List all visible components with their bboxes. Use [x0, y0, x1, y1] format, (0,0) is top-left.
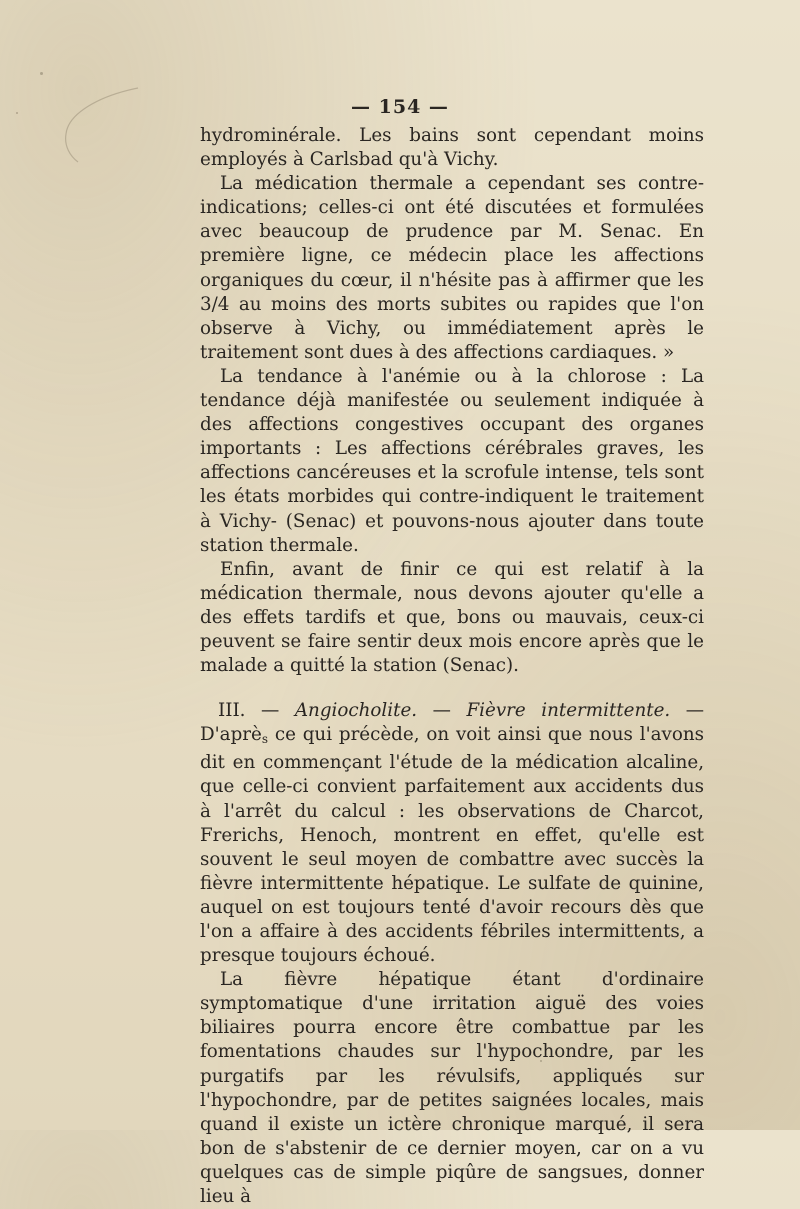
scan-speck [40, 72, 43, 75]
paragraph-1: hydrominérale. Les bains sont cependant moins employés à Carlsbad qu'à Vichy. [200, 125, 704, 171]
section-numeral: III. [218, 700, 246, 722]
paragraph-3: La tendance à l'anémie ou à la chlorose : La tendance déjà manifestée ou seulement indiquée à des affections congestives occupant des organes importants : Les affections cérébrales graves, les affections cancéreuses et la scrofule intense, tels sont les états morbides qui contre-indiquent le traitement à Vichy- (Senac) et pouvons-nous ajouter dans toute station thermale. [200, 365, 704, 556]
section-title-angiocholite: Angiocholite. [294, 700, 418, 722]
page-number: — 154 — [351, 96, 449, 118]
paragraph-2: La médication thermale a cependant ses contre-indications; celles-ci ont été discutées et formulées avec beaucoup de prudence par M. Senac. En première ligne, ce médecin place les affections organiques du cœur, il n'hésite pas à affirmer que les 3/4 au moins des morts subites ou rapides que l'on observe à Vichy, ou immédiatement après le traitement sont dues à des affections cardiaques. » [200, 173, 704, 363]
paragraph-4: Enfin, avant de finir ce qui est relatif à la médication thermale, nous devons ajouter qu'elle a des effets tardifs et que, bons ou mauvais, ceux-ci peuvent se faire sentir deux mois encore après que le malade a quitté la station (Senac). [200, 558, 704, 677]
section-text: ce qui précède, on voit ainsi que nous l'avons dit en commençant l'étude de la médication alcaline, que celle-ci convient parfaitement aux accidents dus à l'arrêt du calcul : les observations de Charcot, Frerichs, Henoch, montrent en effet, qu'elle est souvent le seul moyen de combattre avec succès la fièvre intermittente hépatique. Le sulfate de quinine, auquel on est toujours tenté d'avoir recours dès que l'on a affaire à des accidents fébriles intermittents, a presque toujours échoué. [200, 724, 704, 967]
section-lead: D'aprè [200, 724, 262, 746]
section-dash-3: — [685, 700, 705, 722]
body-text [200, 124, 704, 1209]
section-iii-paragraph [200, 699, 704, 968]
section-dash-2: — [432, 700, 451, 722]
section-title-fievre: Fièvre intermittente. [466, 700, 671, 722]
section-lead-sub: s [261, 732, 269, 747]
paragraph-6: La fièvre hépatique étant d'ordinaire symptomatique d'une irritation aiguë des voies biliaires pourra encore être combattue par les fomentations chaudes sur l'hypochondre, par les purgatifs par les révulsifs, appliqués sur l'hypochondre, par de petites saignées locales, mais quand il existe un ictère chronique marqué, il sera bon de s'abstenir de ce dernier moyen, car on a vu quelques cas de simple piqûre de sangsues, donner lieu à [200, 969, 704, 1208]
section-dash-1: — [261, 700, 280, 722]
